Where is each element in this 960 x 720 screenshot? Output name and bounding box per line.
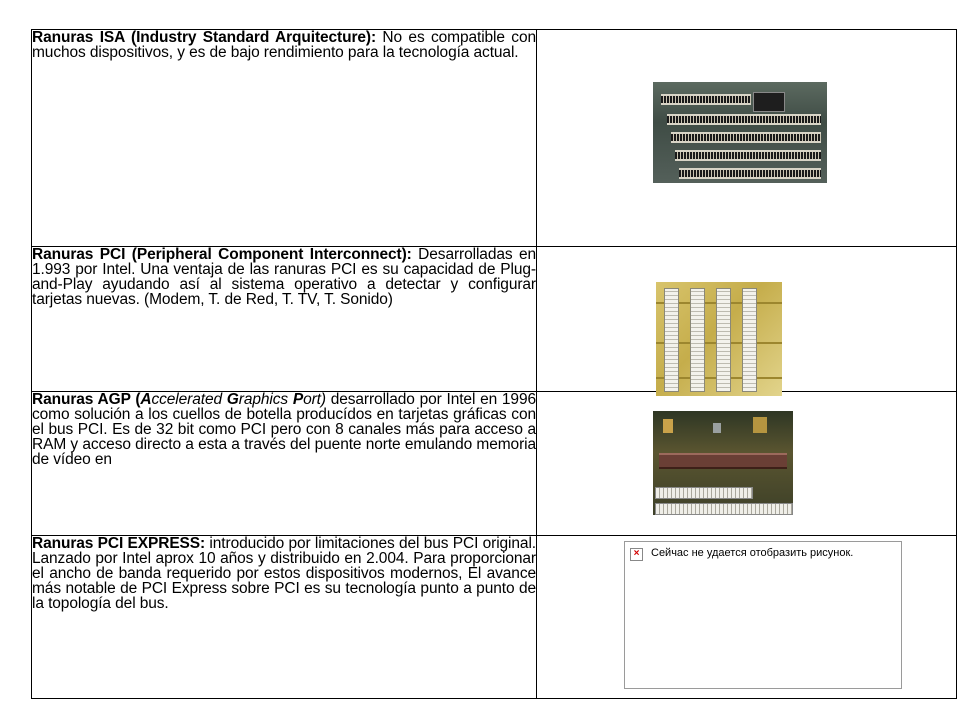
pci-title: Ranuras PCI (Peripheral Component Interconnect):	[32, 246, 412, 263]
pci-description	[32, 247, 536, 307]
agp-text-cell	[32, 392, 537, 536]
image-error-message: Сейчас не удается отобразить рисунок.	[651, 547, 854, 559]
pci-text-cell	[32, 247, 537, 392]
agp-slot-photo	[653, 411, 793, 515]
broken-image-icon: ×	[630, 548, 643, 561]
pcie-image-cell	[537, 536, 957, 699]
isa-description	[32, 30, 536, 60]
table-row	[32, 247, 957, 392]
isa-text-cell	[32, 30, 537, 247]
pcie-body: introducido por limitaciones del bus PCI original. Lanzado por Intel aprox 10 años y distribuido en 2.004. Para proporcionar el ancho de banda requerido por estos dispositivos modernos, El avance más notable de PCI Express sobre PCI es su tecnología punto a punto de la topología del bus.	[32, 535, 536, 612]
table-row	[32, 30, 957, 247]
isa-slots-photo	[653, 82, 827, 183]
table-row	[32, 536, 957, 699]
pcie-description	[32, 536, 536, 611]
table-row	[32, 392, 957, 536]
agp-title: Ranuras AGP (Accelerated Graphics Port)	[32, 391, 326, 408]
slots-table	[31, 29, 957, 699]
isa-title: Ranuras ISA (Industry Standard Arquitecture):	[32, 29, 377, 46]
agp-body: desarrollado por Intel en 1996 como solución a los cuellos de botella producídos en tarjetas gráficas con el bus PCI. Es de 32 bit como PCI pero con 8 canales más para acceso a RAM y acceso directo a esta a través del puente norte emulando memoria de vídeo en	[32, 391, 536, 468]
pcie-text-cell	[32, 536, 537, 699]
image-placeholder	[624, 541, 902, 689]
agp-image-cell	[537, 392, 957, 536]
isa-body: No es compatible con muchos dispositivos, y es de bajo rendimiento para la tecnología actual.	[32, 29, 536, 61]
isa-image-cell	[537, 30, 957, 247]
pci-slots-photo	[656, 282, 782, 396]
pcie-title: Ranuras PCI EXPRESS:	[32, 535, 206, 552]
pci-image-cell	[537, 247, 957, 392]
agp-description	[32, 392, 536, 467]
pci-body: Desarrolladas en 1.993 por Intel. Una ventaja de las ranuras PCI es su capacidad de Plug-and-Play ayudando así al sistema operativo a detectar y configurar tarjetas nuevas. (Modem, T. de Red, T. TV, T. Sonido)	[32, 246, 537, 308]
